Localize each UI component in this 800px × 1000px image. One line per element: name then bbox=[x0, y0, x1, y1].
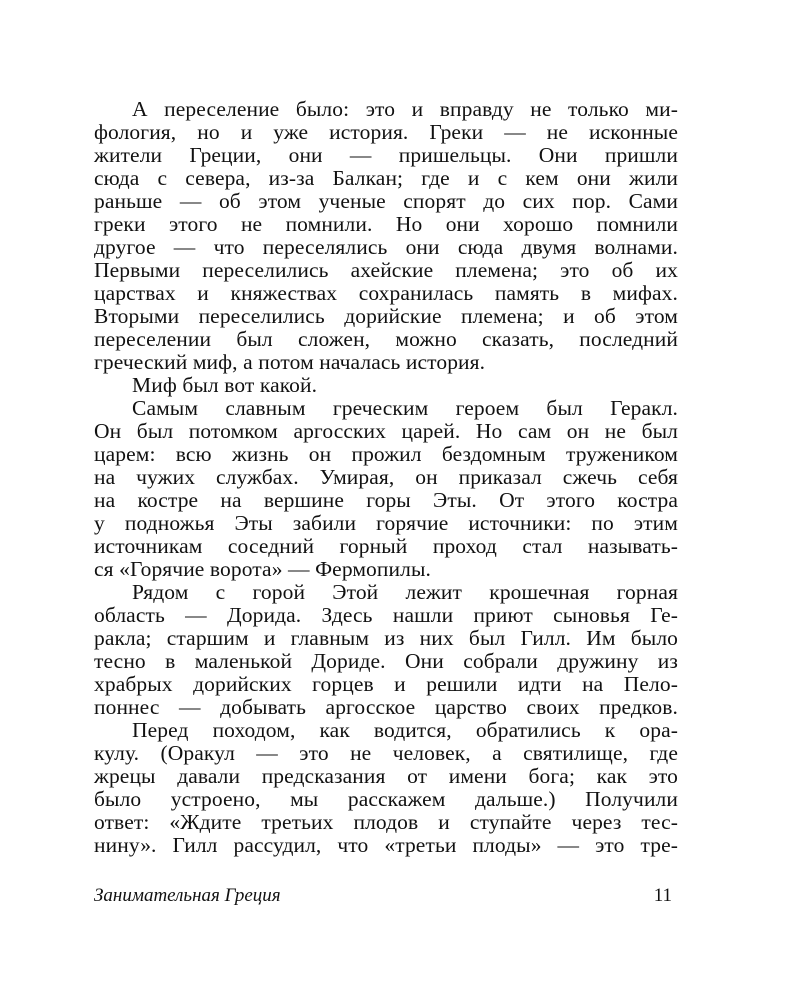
text-line: Миф был вот какой. bbox=[132, 373, 318, 397]
text-line: ся «Горячие ворота» — Фермопилы. bbox=[94, 557, 431, 581]
text-line: царем: всю жизнь он прожил бездомным тружеником bbox=[94, 442, 678, 466]
text-line: греческий миф, а потом началась история. bbox=[94, 350, 486, 374]
text-line: переселении был сложен, можно сказать, последний bbox=[94, 327, 678, 351]
text-line: А переселение было: это и вправду не только ми- bbox=[132, 97, 678, 121]
text-line: на чужих службах. Умирая, он приказал сжечь себя bbox=[94, 465, 678, 489]
book-title: Занимательная Греция bbox=[94, 885, 281, 906]
text-line: источникам соседний горный проход стал называть- bbox=[94, 534, 678, 558]
text-line: храбрых дорийских горцев и решили идти на Пело- bbox=[94, 672, 678, 696]
text-line: Рядом с горой Этой лежит крошечная горная bbox=[132, 580, 678, 604]
text-line: жрецы давали предсказания от имени бога; как это bbox=[94, 764, 678, 788]
text-line: нину». Гилл рассудил, что «третьи плоды» — это тре- bbox=[94, 833, 678, 857]
text-line: Он был потомком аргосских царей. Но сам он не был bbox=[94, 419, 678, 443]
text-line: жители Греции, они — пришельцы. Они пришли bbox=[94, 143, 678, 167]
text-line: область — Дорида. Здесь нашли приют сыновья Ге- bbox=[94, 603, 678, 627]
page-footer bbox=[94, 885, 678, 913]
text-line: фология, но и уже история. Греки — не исконные bbox=[94, 120, 678, 144]
text-line: царствах и княжествах сохранилась память в мифах. bbox=[94, 281, 678, 305]
text-line: ответ: «Ждите третьих плодов и ступайте через тес- bbox=[94, 810, 678, 834]
text-line: Первыми переселились ахейские племена; это об их bbox=[94, 258, 678, 282]
text-line: ракла; старшим и главным из них был Гилл. Им было bbox=[94, 626, 678, 650]
text-line: Самым славным греческим героем был Геракл. bbox=[132, 396, 678, 420]
text-line: раньше — об этом ученые спорят до сих пор. Сами bbox=[94, 189, 678, 213]
text-line: было устроено, мы расскажем дальше.) Получили bbox=[94, 787, 678, 811]
text-line: у подножья Эты забили горячие источники: по этим bbox=[94, 511, 678, 535]
page-number: 11 bbox=[653, 885, 672, 906]
text-line: на костре на вершине горы Эты. От этого костра bbox=[94, 488, 678, 512]
body-text bbox=[94, 98, 678, 857]
text-line: сюда с севера, из-за Балкан; где и с кем они жили bbox=[94, 166, 678, 190]
text-line: тесно в маленькой Дориде. Они собрали дружину из bbox=[94, 649, 678, 673]
text-line: другое — что переселялись они сюда двумя волнами. bbox=[94, 235, 678, 259]
text-line: Перед походом, как водится, обратились к ора- bbox=[132, 718, 678, 742]
text-line: греки этого не помнили. Но они хорошо помнили bbox=[94, 212, 678, 236]
text-line: поннес — добывать аргосское царство своих предков. bbox=[94, 695, 678, 719]
text-line: Вторыми переселились дорийские племена; и об этом bbox=[94, 304, 678, 328]
text-line: кулу. (Оракул — это не человек, а святилище, где bbox=[94, 741, 678, 765]
